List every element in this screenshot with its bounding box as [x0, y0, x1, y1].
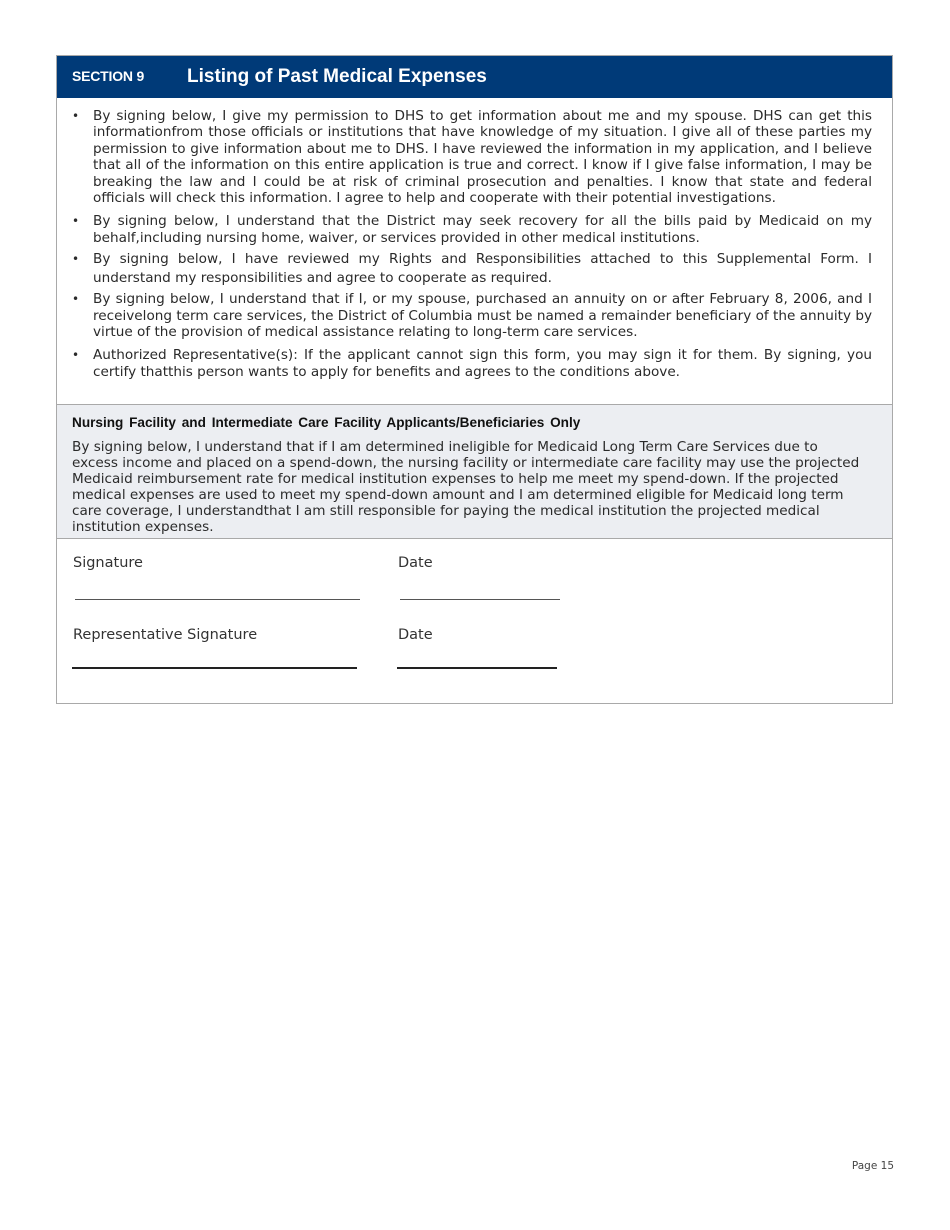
bullet-marker: •	[72, 214, 80, 229]
consent-bullet-dhs-permission	[57, 108, 892, 206]
page-number: Page 15	[851, 1160, 894, 1172]
date-line[interactable]	[400, 599, 560, 600]
date-label: Date	[398, 555, 433, 571]
consent-bullet-recovery	[57, 213, 892, 246]
section-title: Listing of Past Medical Expenses	[187, 66, 487, 87]
bullet-text: By signing below, I give my permission to DHS to get information about me and my spouse. DHS can get this informationfrom those officials or institutions that have knowledge of my situation. I give all of these parties my permission to give information about me to DHS. I have reviewed the information in my application, and I believe that all of the information on this entire application is true and correct. I know if I give false information, I may be breaking the law and I could be at risk of criminal prosecution and penalties. I know that state and federal officials will check this information. I agree to help and cooperate with their potential investigations.	[93, 108, 872, 207]
nursing-facility-box	[57, 404, 892, 539]
representative-signature-line[interactable]	[72, 667, 357, 669]
section-header	[57, 56, 892, 98]
signature-line[interactable]	[75, 599, 360, 600]
representative-date-label: Date	[398, 627, 433, 643]
bullet-marker: •	[72, 252, 80, 267]
representative-date-line[interactable]	[397, 667, 557, 669]
bullet-text: By signing below, I have reviewed my Rights and Responsibilities attached to this Supplemental Form. I understand my responsibilities and agree to cooperate as required.	[93, 251, 872, 287]
bullet-text: By signing below, I understand that if I, or my spouse, purchased an annuity on or after February 8, 2006, and I receivelong term care services, the District of Columbia must be named a remainder beneficiary of the annuity by virtue of the provision of medical assistance relating to long-term care services.	[93, 291, 872, 341]
consent-bullet-annuity	[57, 291, 892, 340]
consent-bullet-authorized-rep	[57, 347, 892, 380]
consent-bullet-list	[57, 108, 892, 387]
bullet-text: By signing below, I understand that the District may seek recovery for all the bills paid by Medicaid on my behalf,including nursing home, waiver, or services provided in other medical institutions.	[93, 213, 872, 246]
nursing-facility-text: By signing below, I understand that if I am determined ineligible for Medicaid Long Term Care Services due to excess income and placed on a spend-down, the nursing facility or intermediate care facility may use the projected Medicaid reimbursement rate for medical institution expenses to help me meet my spend-down. If the projected medical expenses are used to meet my spend-down amount and I am determined eligible for Medicaid long term care coverage, I understandthat I am still responsible for paying the medical institution the projected medical institution expenses.	[72, 439, 860, 536]
signature-label: Signature	[73, 555, 143, 571]
consent-bullet-rights	[57, 250, 892, 288]
section-number: SECTION 9	[72, 68, 145, 84]
section-9-form	[56, 55, 893, 704]
bullet-marker: •	[72, 292, 80, 307]
nursing-facility-title: Nursing Facility and Intermediate Care Facility Applicants/Beneficiaries Only	[72, 415, 581, 430]
bullet-marker: •	[72, 109, 80, 123]
bullet-text: Authorized Representative(s): If the applicant cannot sign this form, you may sign it for them. By signing, you certify thatthis person wants to apply for benefits and agrees to the conditions above.	[93, 347, 872, 380]
representative-signature-label: Representative Signature	[73, 627, 258, 643]
bullet-marker: •	[72, 348, 80, 363]
